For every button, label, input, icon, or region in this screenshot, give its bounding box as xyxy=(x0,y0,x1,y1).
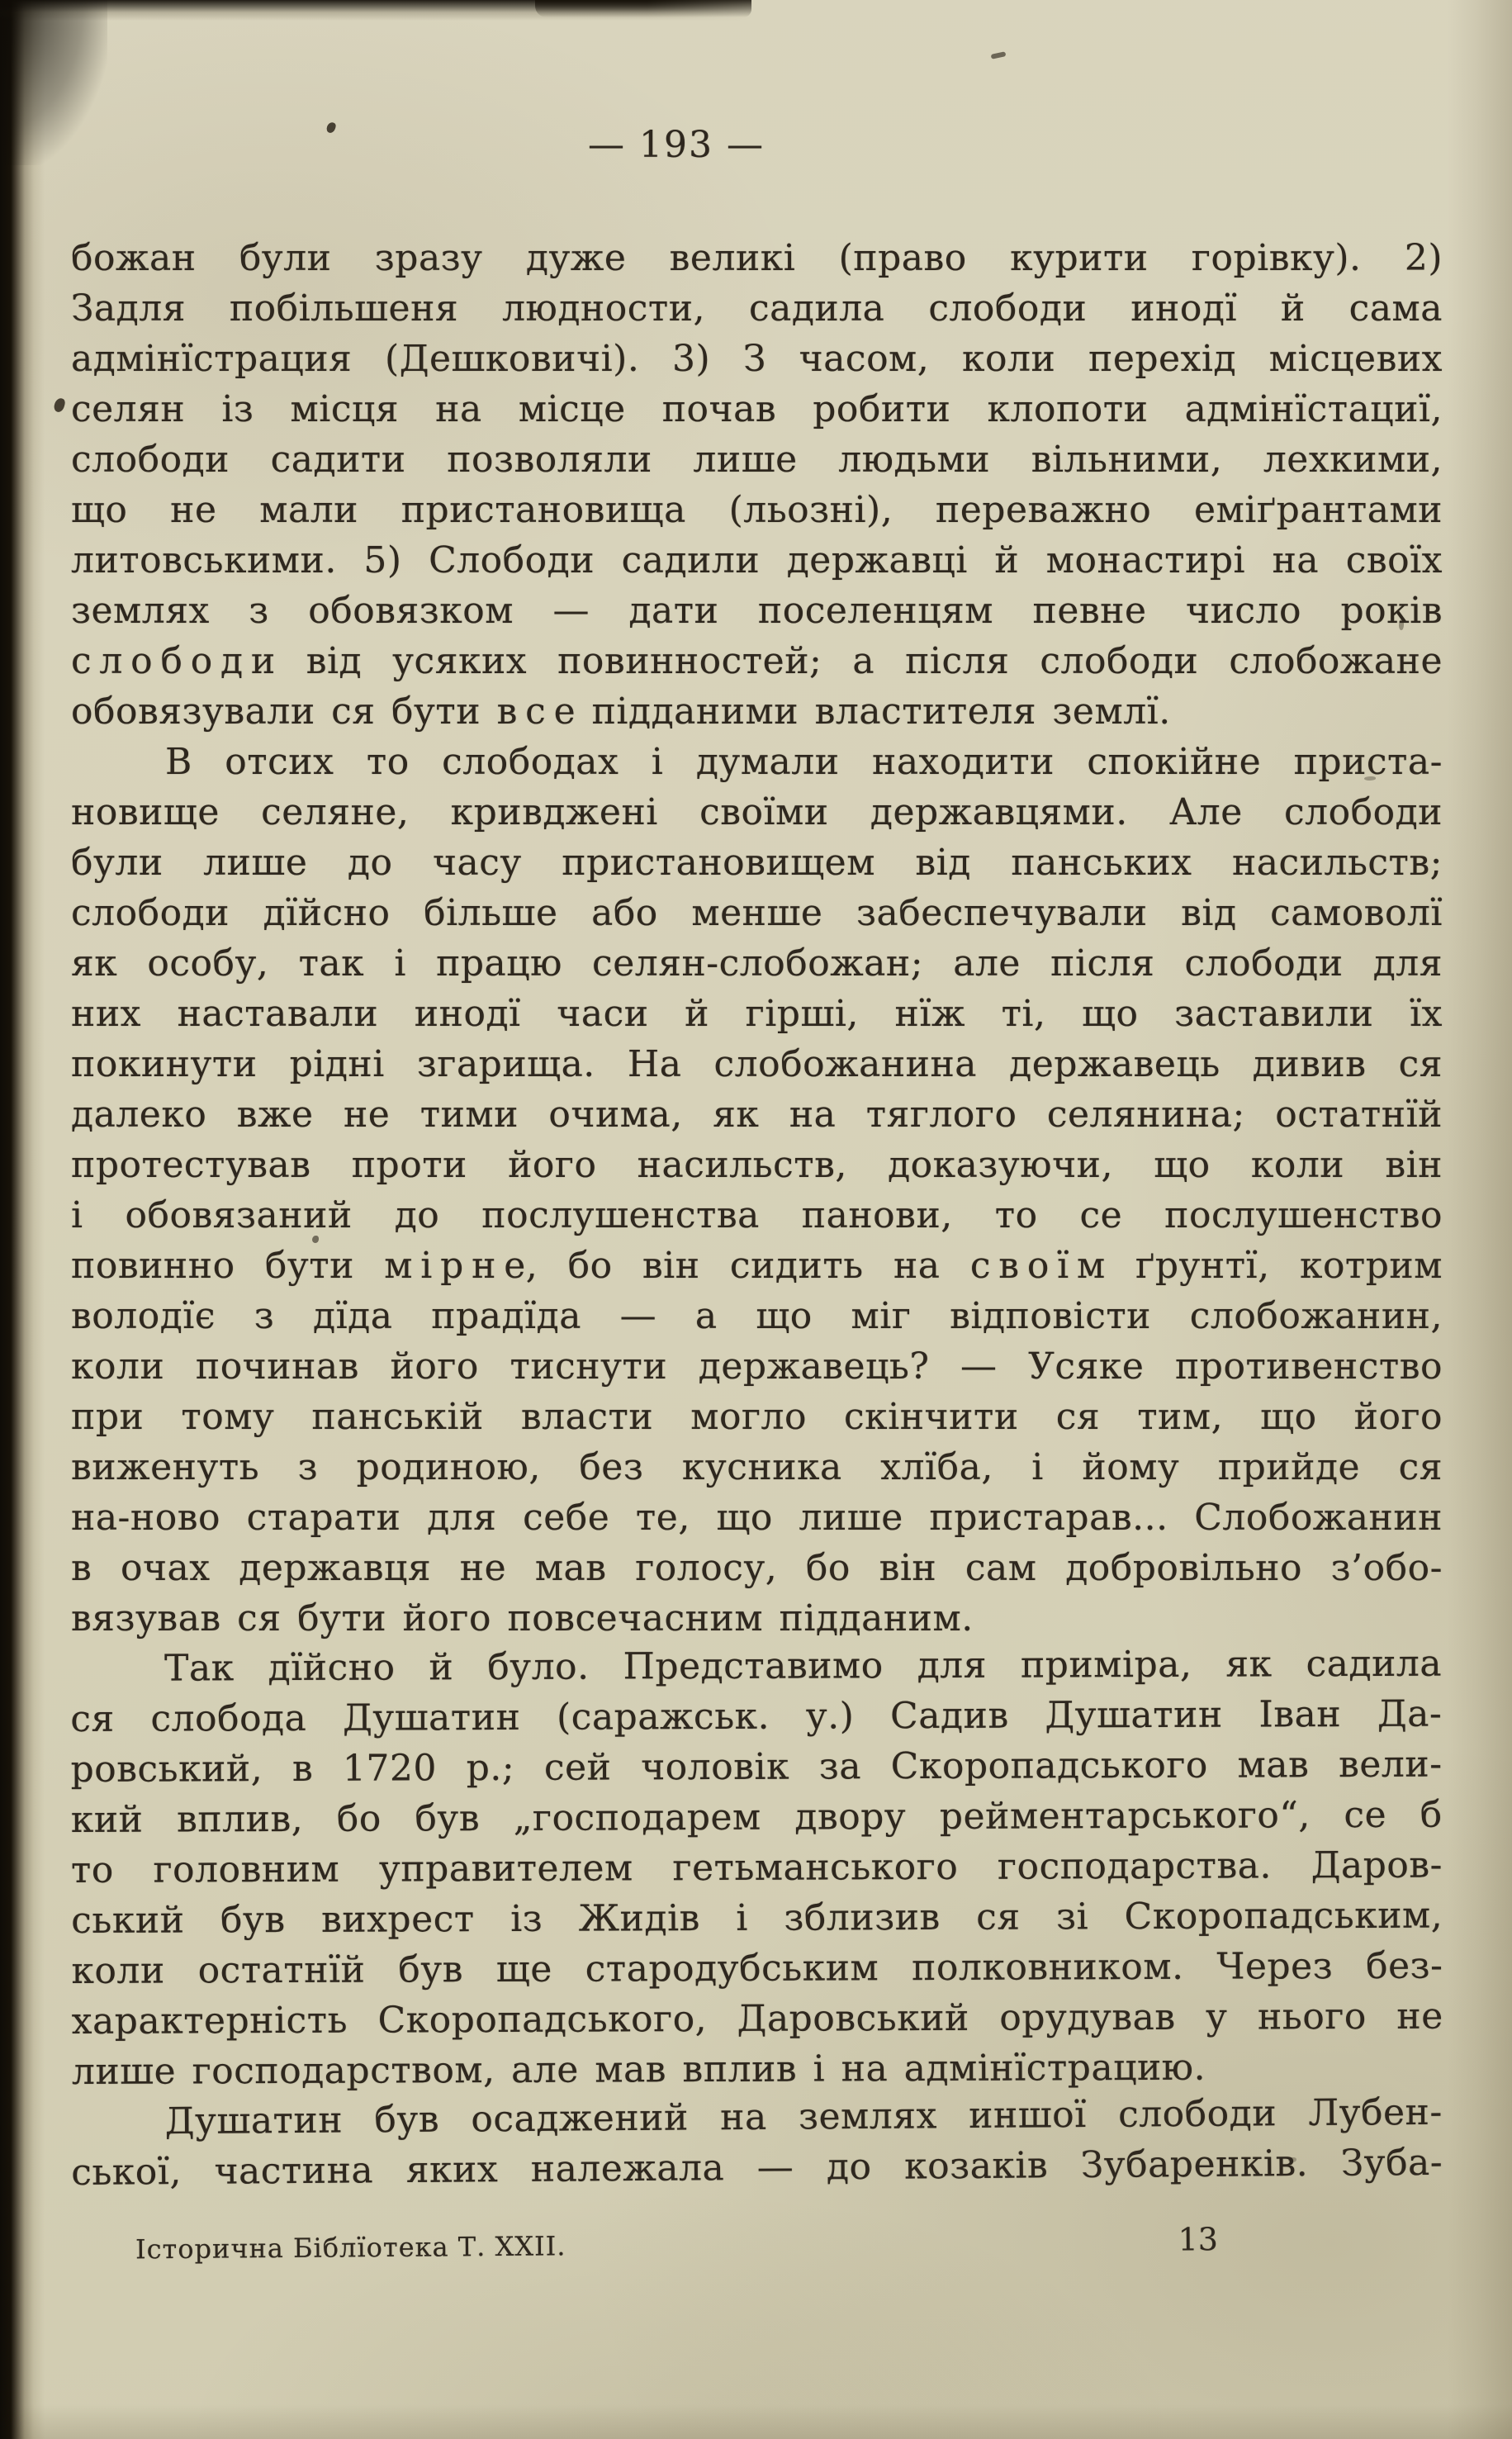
text-line: кий вплив, бо був „господарем двору рейментарського“, се б xyxy=(70,1793,1443,1842)
text-line: покинути рідні згарища. На слобожанина державець дивив ся xyxy=(71,1043,1443,1085)
text-line: новище селяне, кривджені своїми державцями. Але слободи xyxy=(71,791,1443,833)
text-line: то головним управителем гетьманського господарства. Даров- xyxy=(70,1843,1443,1891)
text-line: повинно бути м і р н е, бо він сидить на с в о ї м ґрунтї, котрим xyxy=(71,1245,1443,1287)
text-line: слободи садити позволяли лише людьми вільними, лехкими, xyxy=(71,439,1443,481)
page-edge-shadow-right xyxy=(1448,0,1512,2439)
page-header xyxy=(71,124,1443,166)
text-line: вязував ся бути його повсечасним підданим. xyxy=(71,1597,974,1639)
ink-speck xyxy=(53,397,66,414)
text-line: землях з обовязком — дати поселенцям певне число років xyxy=(71,590,1443,632)
text-line: них наставали инодї часи й гірші, нїж ті, що заставили їх xyxy=(71,993,1443,1035)
text-line: коли остатнїй був ще стародубським полковником. Через без- xyxy=(71,1944,1443,1992)
text-line: обовязували ся бути в с е підданими властителя землї. xyxy=(71,690,1171,733)
text-line: володїє з дїда прадїда — а що міг відповісти слобожанин, xyxy=(71,1295,1443,1337)
book-gutter-shadow xyxy=(0,0,45,2439)
ink-speck xyxy=(991,51,1007,59)
text-line: ський був вихрест із Жидів і зблизив ся зі Скоропадським, xyxy=(71,1894,1443,1942)
text-line: характерність Скоропадського, Даровський орудував у нього не xyxy=(71,1995,1443,2043)
text-line: при тому панській власти могло скінчити ся тим, що його xyxy=(71,1396,1443,1438)
paragraph xyxy=(71,2087,1443,2198)
text-line: Задля побільшеня людности, садила слободи инодї й сама xyxy=(71,287,1443,330)
text-line: селян із місця на місце почав робити клопоти адмінїстациї, xyxy=(71,388,1443,430)
text-line: с л о б о д и від усяких повинностей; а після слободи слобожане xyxy=(71,640,1443,682)
text-line: ської, частина яких належала — до козаків Зубаренків. Зуба- xyxy=(71,2141,1443,2194)
text-line: протестував проти його насильств, доказуючи, що коли він xyxy=(71,1144,1443,1186)
page-number-header: — 193 — xyxy=(588,124,765,166)
text-line: слободи дїйсно більше або менше забеспечували від самоволї xyxy=(71,892,1443,934)
text-block xyxy=(71,233,1443,2198)
text-line: виженуть з родиною, без кусника хлїба, і йому прийде ся xyxy=(71,1446,1443,1488)
signature-number: 13 xyxy=(1178,2221,1219,2258)
text-line: литовськими. 5) Слободи садили державці й монастирі на своїх xyxy=(71,539,1443,581)
text-line: божан були зразу дуже великі (право курити горівку). 2) xyxy=(71,237,1443,279)
text-line: в очах державця не мав голосу, бо він сам добровільно з’обо- xyxy=(71,1547,1443,1589)
text-line: на-ново старати для себе те, що лише пристарав... Слобожанин xyxy=(71,1497,1443,1539)
text-line: далеко вже не тими очима, як на тяглого селянина; остатнїй xyxy=(71,1094,1443,1136)
page-edge-shadow-top-blob xyxy=(535,0,751,17)
text-line: були лише до часу пристановищем від панських насильств; xyxy=(71,842,1443,884)
page-edge-shadow-bottom xyxy=(0,2404,1512,2439)
text-line: В отсих то слободах і думали находити спокійне приста- xyxy=(165,741,1443,783)
text-line: ся слобода Душатин (саражськ. у.) Садив Душатин Іван Да- xyxy=(70,1692,1443,1741)
text-line: Так дїйсно й було. Представимо для приміра, як садила xyxy=(164,1642,1443,1690)
paragraph xyxy=(71,233,1443,737)
paragraph xyxy=(71,737,1443,1644)
text-line: ровський, в 1720 р.; сей чоловік за Скоропадського мав вели- xyxy=(70,1743,1443,1791)
text-line: Душатин був осаджений на землях иншої слободи Лубен- xyxy=(164,2090,1443,2143)
page-footer xyxy=(71,2219,1443,2266)
text-line: адмінїстрация (Дешковичі). 3) З часом, коли перехід місцевих xyxy=(71,338,1443,380)
series-title: Історична Біблїотека Т. XXII. xyxy=(135,2230,566,2266)
text-line: лише господарством, але мав вплив і на адмінїстрацию. xyxy=(71,2046,1206,2093)
paragraph xyxy=(70,1639,1443,2097)
text-line: коли починав його тиснути державець? — Усяке противенство xyxy=(71,1345,1443,1388)
text-line: як особу, так і працю селян-слобожан; але після слободи для xyxy=(71,942,1443,985)
text-line: і обовязаний до послушенства панови, то се послушенство xyxy=(71,1194,1443,1236)
text-line: що не мали пристановища (льозні), переважно еміґрантами xyxy=(71,489,1443,531)
